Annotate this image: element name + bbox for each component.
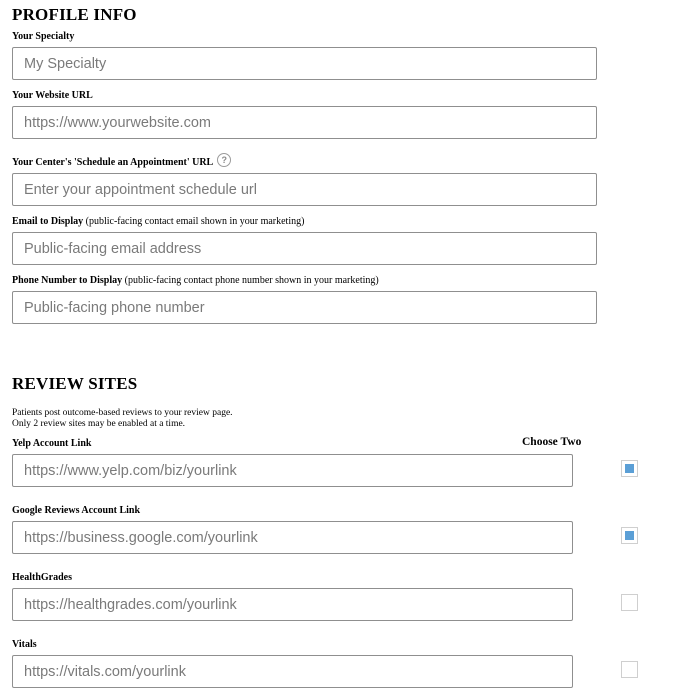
- vitals-input[interactable]: [12, 655, 573, 688]
- yelp-label: Yelp Account Link: [12, 438, 92, 449]
- yelp-input[interactable]: [12, 454, 573, 487]
- healthgrades-input[interactable]: [12, 588, 573, 621]
- schedule-url-input[interactable]: [12, 173, 597, 206]
- review-sites-description: [12, 408, 233, 430]
- schedule-label: [12, 153, 231, 169]
- checkbox-check-mark: [625, 531, 634, 540]
- profile-info-heading: PROFILE INFO: [12, 5, 137, 24]
- specialty-input[interactable]: [12, 47, 597, 80]
- choose-two-label: Choose Two: [522, 436, 582, 448]
- healthgrades-checkbox[interactable]: [621, 594, 638, 611]
- healthgrades-label: HealthGrades: [12, 572, 72, 583]
- yelp-checkbox[interactable]: [621, 460, 638, 477]
- vitals-label: Vitals: [12, 639, 37, 650]
- phone-label: [12, 275, 379, 287]
- google-reviews-label: Google Reviews Account Link: [12, 505, 141, 516]
- email-input[interactable]: [12, 232, 597, 265]
- description-line-1: Patients post outcome-based reviews to your review page.: [12, 408, 233, 418]
- vitals-checkbox[interactable]: [621, 661, 638, 678]
- website-label: Your Website URL: [12, 90, 93, 101]
- specialty-label: Your Specialty: [12, 31, 75, 42]
- website-input[interactable]: [12, 106, 597, 139]
- google-reviews-checkbox[interactable]: [621, 527, 638, 544]
- phone-input[interactable]: [12, 291, 597, 324]
- phone-label-note: (public-facing contact phone number shown in your marketing): [124, 275, 379, 286]
- review-sites-heading: REVIEW SITES: [12, 374, 138, 393]
- help-icon[interactable]: ?: [217, 153, 231, 167]
- email-label: [12, 216, 304, 228]
- email-label-note: (public-facing contact email shown in your marketing): [85, 216, 305, 227]
- phone-label-text: Phone Number to Display: [12, 275, 123, 286]
- schedule-label-text: Your Center's 'Schedule an Appointment' URL: [12, 157, 214, 168]
- checkbox-check-mark: [625, 464, 634, 473]
- google-reviews-input[interactable]: [12, 521, 573, 554]
- email-label-text: Email to Display: [12, 216, 84, 227]
- description-line-2: Only 2 review sites may be enabled at a time.: [12, 419, 186, 429]
